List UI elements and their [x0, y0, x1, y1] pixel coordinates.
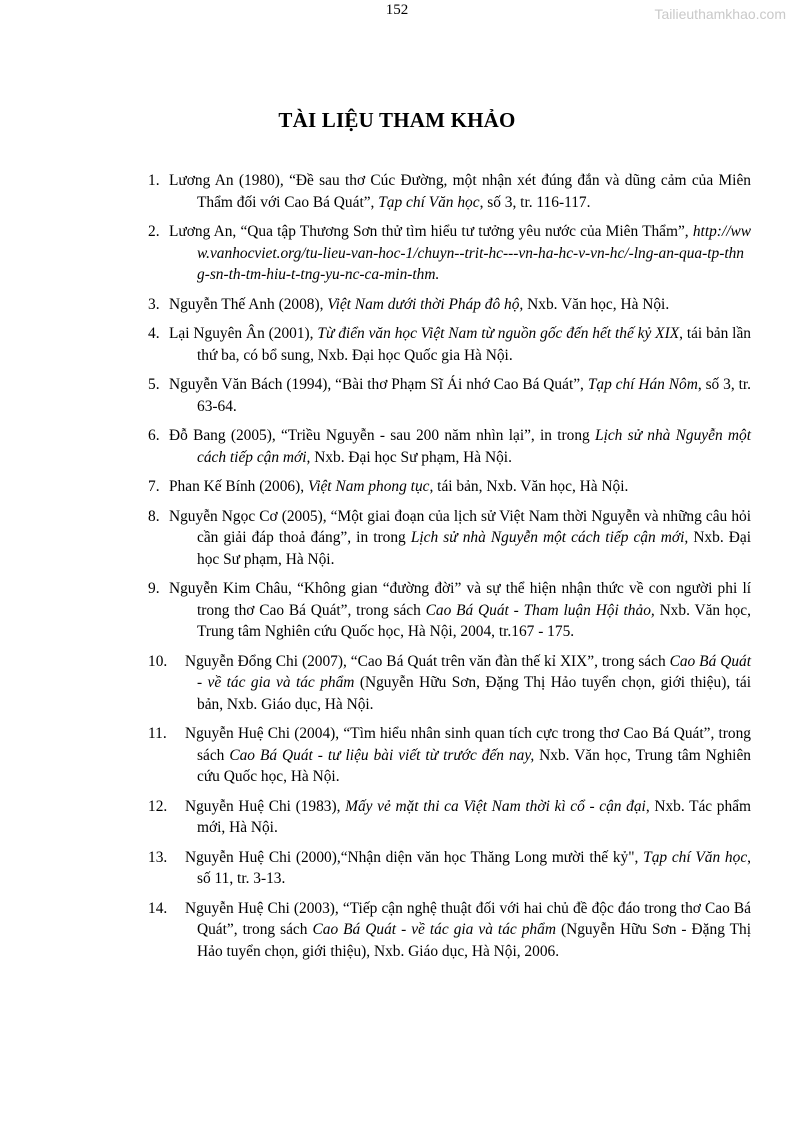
reference-italic-text: Tạp chí Hán Nôm — [587, 376, 698, 393]
reference-italic-text: Lịch sử nhà Nguyễn một cách tiếp cận mới, — [197, 427, 751, 466]
reference-italic-text: Cao Bá Quát - Tham luận Hội thảo, — [425, 601, 655, 619]
reference-plain-text: Lương An (1980), “Đề sau thơ Cúc Đường, một nhận xét đúng đắn và dũng cảm của Miên Thẩm đối với Cao Bá Quát”, — [169, 172, 751, 211]
reference-plain-text: Nguyễn Huệ Chi (2003), “Tiếp cận nghệ thuật đối với hai chủ đề độc đáo trong thơ Cao Bá Quát”, trong sách — [185, 899, 751, 938]
reference-text — [185, 849, 751, 888]
reference-text — [169, 508, 751, 568]
reference-item: 9. Nguyễn Kim Châu, “Không gian “đường đời” và sự thể hiện nhận thức về con người phi lí trong thơ Cao Bá Quát”, trong sách Cao Bá Quát - Tham luận Hội thảo, Nxb. Văn học, Trung tâm Nghiên cứu Quốc học, Hà Nội, 2004, tr.167 - 175. — [148, 580, 751, 640]
reference-item: 4. Lại Nguyên Ân (2001), Từ điển văn học Việt Nam từ nguồn gốc đến hết thế kỷ XIX, tái bản lần thứ ba, có bổ sung, Nxb. Đại học Quốc gia Hà Nội. — [148, 325, 751, 364]
reference-italic-text: Tạp chí Văn học — [378, 193, 480, 211]
reference-plain-text: Nxb. Đại học Sư phạm, Hà Nội. — [197, 529, 751, 568]
reference-text — [169, 427, 751, 466]
reference-item: 10. Nguyễn Đổng Chi (2007), “Cao Bá Quát trên văn đàn thế kỉ XIX”, trong sách Cao Bá Quát - về tác gia và tác phẩm (Nguyễn Hữu Sơn, Đặng Thị Hảo tuyển chọn, giới thiệu), tái bản, Nxb. Giáo dục, Hà Nội. — [148, 652, 751, 713]
reference-plain-text: tái bản, Nxb. Văn học, Hà Nội. — [433, 478, 629, 495]
watermark: Tailieuthamkhao.com — [654, 6, 786, 22]
reference-list — [148, 170, 751, 970]
reference-italic-text: Cao Bá Quát - về tác gia và tác phẩm — [312, 921, 556, 938]
reference-plain-text: Phan Kế Bính (2006), — [169, 478, 308, 495]
reference-italic-text: http://www.vanhocviet.org/tu-lieu-van-hoc-1/chuyn--trit-hc---vn-ha-hc-v-vn-hc/-lng-an-qua-tp-thng-sn-th-tm-hiu-t-tng-yu-nc-ca-min-thm. — [197, 223, 751, 283]
reference-text — [169, 172, 751, 211]
reference-item: 3. Nguyễn Thế Anh (2008), Việt Nam dưới thời Pháp đô hộ, Nxb. Văn học, Hà Nội. — [148, 295, 670, 313]
reference-text — [185, 725, 751, 785]
reference-italic-text: Mấy vẻ mặt thi ca Việt Nam thời kì cổ - cận đại — [345, 797, 646, 815]
reference-text — [185, 798, 751, 837]
reference-plain-text: Nxb. Đại học Sư phạm, Hà Nội. — [310, 448, 512, 466]
reference-italic-text: Lịch sử nhà Nguyễn một cách tiếp cận mới, — [410, 529, 689, 546]
reference-item: 8. Nguyễn Ngọc Cơ (2005), “Một giai đoạn của lịch sử Việt Nam thời Nguyễn và những câu hỏi cần giải đáp thoả đáng”, in trong Lịch sử nhà Nguyễn một cách tiếp cận mới, Nxb. Đại học Sư phạm, Hà Nội. — [148, 507, 751, 568]
reference-italic-text: Từ điển văn học Việt Nam từ nguồn gốc đến hết thế kỷ XIX — [317, 325, 680, 342]
reference-plain-text: Nguyễn Văn Bách (1994), “Bài thơ Phạm Sĩ Ái nhớ Cao Bá Quát”, — [169, 376, 588, 393]
reference-plain-text: Đỗ Bang (2005), “Triều Nguyễn - sau 200 năm nhìn lại”, in trong — [169, 427, 596, 444]
reference-plain-text: (Nguyễn Hữu Sơn, Đặng Thị Hảo tuyển chọn, giới thiệu), tái bản, Nxb. Giáo dục, Hà Nội. — [197, 674, 751, 713]
reference-text — [169, 478, 628, 495]
reference-text — [169, 296, 669, 313]
reference-text — [185, 900, 751, 960]
reference-text — [169, 580, 751, 640]
reference-plain-text: Nguyễn Thế Anh (2008), — [169, 295, 328, 313]
reference-plain-text: Nxb. Văn học, Trung tâm Nghiên cứu Quốc học, Hà Nội, 2004, tr.167 - 175. — [197, 601, 751, 640]
reference-plain-text: Nxb. Văn học, Trung tâm Nghiên cứu Quốc học, Hà Nội. — [197, 746, 751, 785]
reference-item: 5. Nguyễn Văn Bách (1994), “Bài thơ Phạm Sĩ Ái nhớ Cao Bá Quát”, Tạp chí Hán Nôm, số 3, tr. 63-64. — [148, 376, 751, 415]
reference-plain-text: , số 3, tr. 63-64. — [197, 376, 751, 415]
reference-text — [169, 223, 751, 283]
reference-plain-text: Nguyễn Đổng Chi (2007), “Cao Bá Quát trên văn đàn thế kỉ XIX”, trong sách — [185, 652, 670, 670]
reference-plain-text: , Nxb. Tác phẩm mới, Hà Nội. — [197, 797, 751, 836]
reference-text — [169, 325, 751, 364]
reference-item: 14. Nguyễn Huệ Chi (2003), “Tiếp cận nghệ thuật đối với hai chủ đề độc đáo trong thơ Cao Bá Quát”, trong sách Cao Bá Quát - về tác gia và tác phẩm (Nguyễn Hữu Sơn - Đặng Thị Hảo tuyển chọn, giới thiệu), Nxb. Giáo dục, Hà Nội, 2006. — [148, 899, 751, 960]
reference-plain-text: Nxb. Văn học, Hà Nội. — [523, 295, 670, 313]
reference-italic-text: Tạp chí Văn học — [643, 848, 748, 866]
reference-plain-text: , tái bản lần thứ ba, có bổ sung, Nxb. Đại học Quốc gia Hà Nội. — [197, 325, 751, 364]
reference-plain-text: , số 3, tr. 116-117. — [479, 193, 591, 211]
reference-item: 6. Đỗ Bang (2005), “Triều Nguyễn - sau 200 năm nhìn lại”, in trong Lịch sử nhà Nguyễn một cách tiếp cận mới, Nxb. Đại học Sư phạm, Hà Nội. — [148, 427, 751, 466]
reference-item: 7. Phan Kế Bính (2006), Việt Nam phong tục, tái bản, Nxb. Văn học, Hà Nội. — [148, 478, 629, 495]
page-title: TÀI LIỆU THAM KHẢO — [278, 108, 516, 132]
reference-italic-text: Cao Bá Quát - tư liệu bài viết từ trước đến nay, — [229, 746, 535, 764]
reference-plain-text: Nguyễn Huệ Chi (1983), — [185, 797, 346, 815]
reference-italic-text: Việt Nam dưới thời Pháp đô hộ, — [327, 295, 524, 313]
reference-plain-text: Nguyễn Kim Châu, “Không gian “đường đời” và sự thể hiện nhận thức về con người phi lí trong thơ Cao Bá Quát”, trong sách — [169, 580, 751, 619]
reference-item: 13. Nguyễn Huệ Chi (2000),“Nhận diện văn học Thăng Long mười thế kỷ", Tạp chí Văn học, số 11, tr. 3-13. — [148, 848, 752, 887]
page-number: 152 — [385, 2, 409, 18]
reference-plain-text: , số 11, tr. 3-13. — [197, 848, 752, 887]
reference-plain-text: Nguyễn Ngọc Cơ (2005), “Một giai đoạn của lịch sử Việt Nam thời Nguyễn và những câu hỏi cần giải đáp thoả đáng”, in trong — [169, 507, 751, 546]
reference-item: 1. Lương An (1980), “Đề sau thơ Cúc Đường, một nhận xét đúng đắn và dũng cảm của Miên Thẩm đối với Cao Bá Quát”, Tạp chí Văn học, số 3, tr. 116-117. — [148, 172, 751, 211]
reference-italic-text: Việt Nam phong tục, — [307, 478, 434, 495]
reference-plain-text: Nguyễn Huệ Chi (2004), “Tìm hiểu nhân sinh quan tích cực trong thơ Cao Bá Quát”, trong sách — [185, 725, 751, 764]
reference-item: 12. Nguyễn Huệ Chi (1983), Mấy vẻ mặt thi ca Việt Nam thời kì cổ - cận đại, Nxb. Tác phẩm mới, Hà Nội. — [148, 797, 751, 836]
reference-item: 2. Lương An, “Qua tập Thương Sơn thử tìm hiểu tư tưởng yêu nước của Miên Thẩm”, http://www.vanhocviet.org/tu-lieu-van-hoc-1/chuyn--trit-hc---vn-ha-hc-v-vn-hc/-lng-an-qua-tp-thng-sn-th-tm-hiu-t-tng-yu-nc-ca-min-thm. — [148, 223, 751, 283]
reference-plain-text: (Nguyễn Hữu Sơn - Đặng Thị Hảo tuyển chọn, giới thiệu), Nxb. Giáo dục, Hà Nội, 2006. — [197, 921, 751, 960]
reference-text — [185, 653, 751, 713]
reference-plain-text: Lương An, “Qua tập Thương Sơn thử tìm hiểu tư tưởng yêu nước của Miên Thẩm”, — [169, 223, 693, 240]
reference-plain-text: Lại Nguyên Ân (2001), — [169, 325, 318, 342]
reference-item: 11. Nguyễn Huệ Chi (2004), “Tìm hiểu nhân sinh quan tích cực trong thơ Cao Bá Quát”, trong sách Cao Bá Quát - tư liệu bài viết từ trước đến nay, Nxb. Văn học, Trung tâm Nghiên cứu Quốc học, Hà Nội. — [148, 725, 751, 785]
reference-italic-text: Cao Bá Quát - về tác gia và tác phẩm — [197, 652, 751, 691]
reference-text — [169, 376, 751, 415]
reference-plain-text: Nguyễn Huệ Chi (2000),“Nhận diện văn học Thăng Long mười thế kỷ", — [185, 848, 644, 866]
